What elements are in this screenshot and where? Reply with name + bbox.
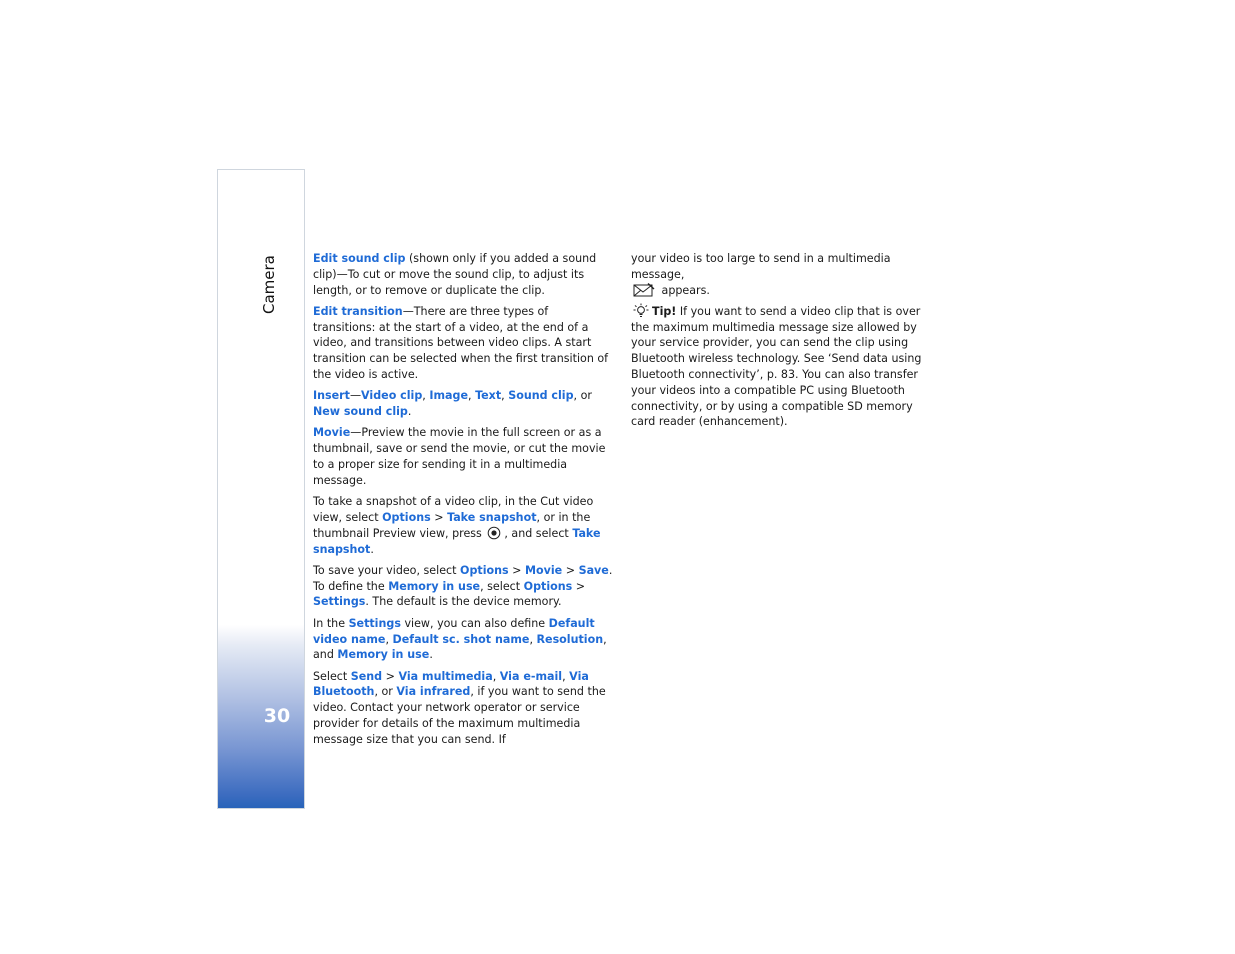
joystick-center-icon (487, 526, 501, 540)
text: appears. (658, 283, 710, 297)
paragraph-save-video (313, 563, 613, 610)
text: , or (374, 685, 397, 699)
keyword: Sound clip (508, 389, 574, 403)
text: In the (313, 616, 349, 630)
text: —Preview the movie in the full screen or as a thumbnail, save or send the movie, or cut the movie to a proper size for sending it in a multimedia message. (313, 426, 606, 487)
paragraph-edit-transition (313, 304, 613, 383)
envelope-warning-icon (633, 283, 655, 297)
text: , select (480, 579, 524, 593)
keyword: Memory in use (388, 579, 481, 593)
text: . To define the (313, 563, 613, 593)
paragraph-settings (313, 616, 613, 663)
text: , (385, 632, 393, 646)
text: , (468, 389, 476, 403)
keyword: Take snapshot (447, 510, 537, 524)
text: Select (313, 669, 351, 683)
paragraph-too-large (631, 251, 933, 298)
lightbulb-icon (633, 303, 649, 318)
keyword: Settings (313, 595, 366, 609)
text: , (529, 632, 537, 646)
keyword: Via multimedia (398, 669, 493, 683)
paragraph-edit-sound-clip (313, 251, 613, 298)
keyword: Text (475, 389, 502, 403)
text: . The default is the device memory. (365, 595, 562, 609)
keyword: Movie (313, 426, 351, 440)
text: . (407, 405, 412, 419)
paragraph-insert (313, 388, 613, 420)
text: — (349, 389, 362, 403)
text: your video is too large to send in a multimedia message, (631, 252, 891, 281)
keyword: Take snapshot (313, 526, 601, 556)
keyword: Via e-mail (499, 669, 563, 683)
text: view, you can also define (400, 616, 549, 630)
text: > (562, 563, 579, 577)
keyword: Settings (348, 616, 401, 630)
text: , (492, 669, 500, 683)
keyword: Memory in use (337, 648, 430, 662)
keyword: Edit sound clip (313, 252, 406, 265)
tip-label: Tip! (652, 304, 677, 318)
paragraph-tip (631, 304, 933, 430)
text: (shown only if you added a sound clip)—To cut or move the sound clip, to adjust its length, or to remove or duplicate the clip. (313, 252, 597, 297)
text: > (430, 510, 448, 524)
paragraph-movie (313, 425, 613, 488)
text: , and select (504, 526, 573, 540)
keyword: New sound clip (313, 405, 408, 419)
keyword: Options (523, 579, 573, 593)
text: > (508, 563, 525, 577)
keyword: Via infrared (396, 685, 471, 699)
keyword: Edit transition (313, 304, 403, 318)
text: To take a snapshot of a video clip, in the Cut video view, select (313, 495, 594, 524)
text: , and (313, 632, 607, 662)
paragraph-snapshot (313, 494, 613, 557)
keyword: Via Bluetooth (313, 669, 589, 699)
right-column (631, 251, 933, 436)
text: , (422, 389, 430, 403)
keyword: Default video name (313, 616, 595, 646)
keyword: Save (578, 563, 609, 577)
keyword: Options (382, 510, 431, 524)
text: To save your video, select (313, 563, 461, 577)
text: —There are three types of transitions: at the start of a video, at the end of a video, and transitions between video clips. A start transition can be selected when the first transition of the video is active. (313, 304, 609, 382)
section-title: Camera (260, 255, 278, 315)
text: , or (573, 389, 592, 403)
left-column (313, 251, 613, 753)
paragraph-send (313, 669, 613, 748)
keyword: Resolution (536, 632, 604, 646)
keyword: Send (350, 669, 383, 683)
text: , (562, 669, 570, 683)
text: . (370, 542, 374, 556)
keyword: Video clip (361, 389, 423, 403)
keyword: Options (460, 563, 509, 577)
keyword: Image (429, 389, 468, 403)
text: , (501, 389, 509, 403)
keyword: Insert (313, 389, 350, 403)
keyword: Default sc. shot name (392, 632, 530, 646)
text: , or in the thumbnail Preview view, press (313, 510, 591, 540)
page-number: 30 (263, 705, 291, 727)
text: . (429, 648, 433, 662)
text: , if you want to send the video. Contact your network operator or service provider for details of the maximum multimedia message size that you can send. If (313, 685, 606, 746)
keyword: Movie (524, 563, 563, 577)
text: If you want to send a video clip that is over the maximum multimedia message size allowed by your service provider, you can send the clip using Bluetooth wireless technology. See ‘Send data using Bluetooth connectivity’, p. 83. You can also transfer your videos into a compatible PC using Bluetooth connectivity, or by using a compatible SD memory card reader (enhancement). (631, 304, 922, 429)
text: > (382, 669, 399, 683)
text: > (572, 579, 586, 593)
